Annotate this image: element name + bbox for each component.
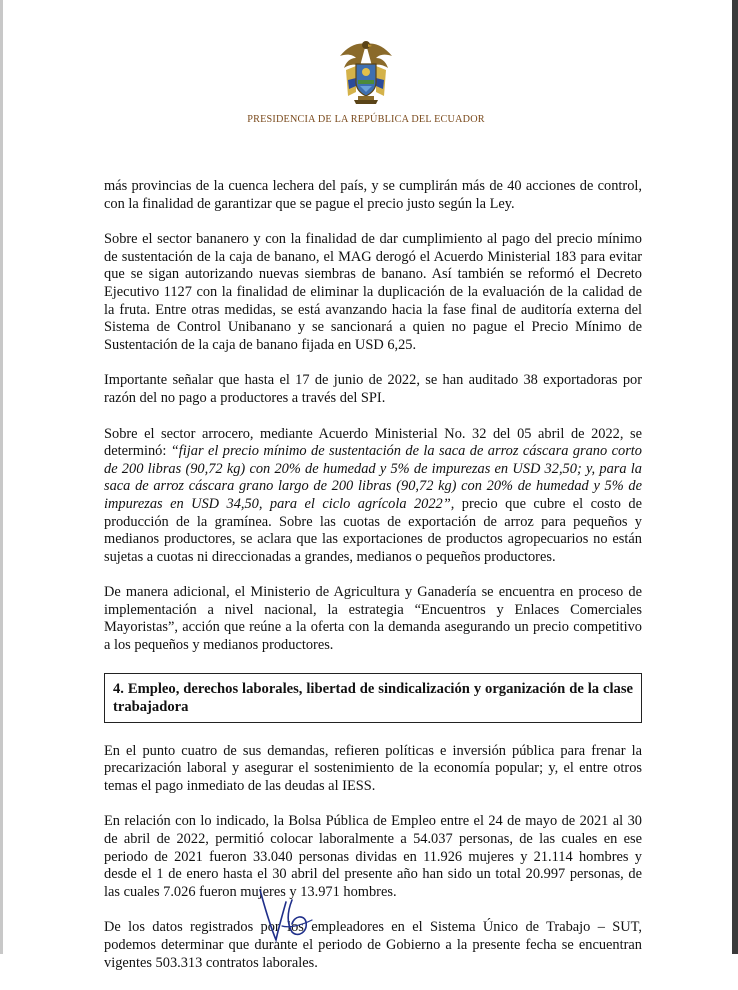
document-body — [104, 178, 642, 990]
paragraph-contracts: De los datos registrados por los empleadores en el Sistema Único de Trabajo – SUT, podemos determinar que durante el periodo de Gobierno a la presente fecha se encuentran vigentes 503.313 contratos laborales. — [104, 919, 642, 971]
paragraph-wholesale: De manera adicional, el Ministerio de Agricultura y Ganadería se encuentra en proceso de implementación a nivel nacional, la estrategia “Encuentros y Enlaces Comerciales Mayoristas”, acción que reúne a la oferta con la demanda asegurando un precio competitivo a los pequeños y medianos productores. — [104, 584, 642, 654]
paragraph-dairy: más provincias de la cuenca lechera del país, y se cumplirán más de 40 acciones de control, con la finalidad de garantizar que se pague el precio justo según la Ley. — [104, 178, 642, 212]
letterhead — [0, 36, 732, 125]
section-heading-box — [104, 673, 642, 723]
paragraph-banana: Sobre el sector bananero y con la finalidad de dar cumplimiento al pago del precio mínimo de sustentación de la caja de banano, el MAG derogó el Acuerdo Ministerial 183 para evitar que se sigan autorizando nuevas siembras de banano. Así también se reformó el Decreto Ejecutivo 1127 con la finalidad de eliminar la duplicación de la evaluación de la calidad de la fruta. Entre otras medidas, se está avanzando hacia la fase final de auditoría externa del Sistema de Control Unibanano y se sancionará a quien no pague el Precio Mínimo de Sustentación de la caja de banano fijada en USD 6,25. — [104, 231, 642, 353]
paragraph-demands: En el punto cuatro de sus demandas, refieren políticas e inversión pública para frenar la precarización laboral y asegurar el sostenimiento de la economía popular; y, el entre otros temas el pago inmediato de las deudas al IESS. — [104, 742, 642, 794]
section-heading: 4. Empleo, derechos laborales, libertad de sindicalización y organización de la clase trabajadora — [113, 680, 633, 715]
rice-intro: Sobre el sector arrocero, mediante Acuerdo Ministerial No. 32 del 05 abril de 2022, se determinó: — [104, 425, 642, 460]
paragraph-audits: Importante señalar que hasta el 17 de junio de 2022, se han auditado 38 exportadoras por razón del no pago a productores a través del SPI. — [104, 372, 642, 406]
rice-rest: , precio que cubre el costo de producción de la gramínea. Sobre las cuotas de exportación de arroz para pequeños y medianos productores, se aclara que las exportaciones de productos agropecuarios no están sujetas a cuotas ni direccionadas a grandes, medianos o pequeños productores. — [104, 495, 642, 565]
handwritten-signature — [252, 886, 322, 948]
paragraph-rice — [104, 426, 642, 567]
rice-quote: “fijar el precio mínimo de sustentación de la saca de arroz cáscara grano corto de 200 libras (90,72 kg) con 20% de humedad y 5% de impurezas en USD 32,50; y, para la saca de arroz cáscara grano largo de 200 libras (90,72 kg) con 20% de humedad y 5% de impurezas en USD 34,50, para el ciclo agrícola 2022” — [104, 443, 642, 512]
scan-edge — [0, 0, 3, 954]
paragraph-employment: En relación con lo indicado, la Bolsa Pública de Empleo entre el 24 de mayo de 2021 al 30 de abril de 2022, permitió colocar laboralmente a 54.037 personas, de las cuales en ese periodo de 2021 fueron 33.040 personas dividas en 11.926 mujeres y 21.114 hombres y desde el 1 de enero hasta el 30 abril del presente año han sido un total 20.997 personas, de las cuales 7.026 fueron mujeres y 13.971 hombres. — [104, 813, 642, 900]
presidency-title: PRESIDENCIA DE LA REPÚBLICA DEL ECUADOR — [247, 114, 485, 125]
coat-of-arms-logo — [336, 36, 396, 108]
